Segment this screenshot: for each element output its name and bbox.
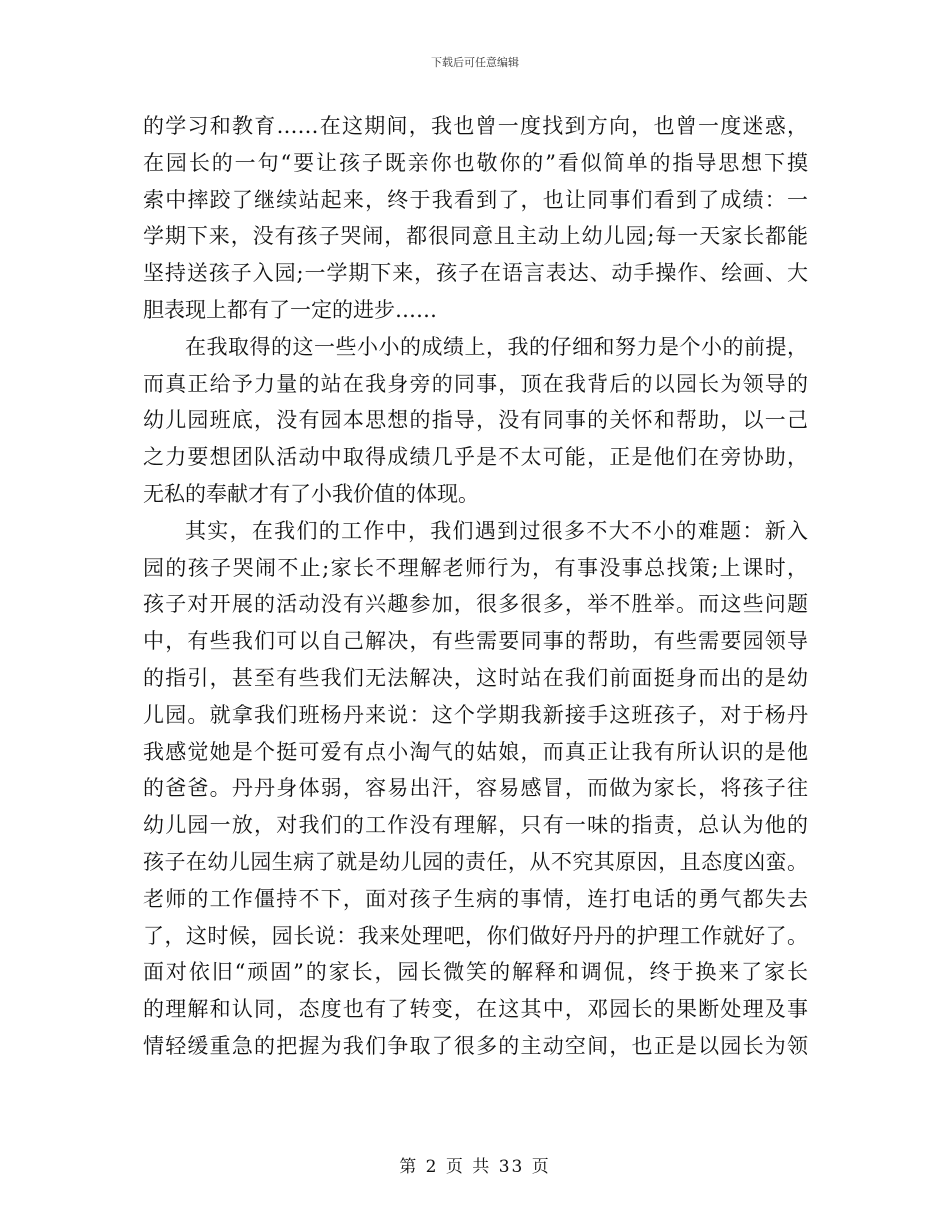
text-line: 园的孩子哭闹不止;家长不理解老师行为，有事没事总找策;上课时， <box>143 555 808 580</box>
text-line: 而真正给予力量的站在我身旁的同事，顶在我背后的以园长为领导的 <box>143 371 808 396</box>
text-line: 无私的奉献才有了小我价值的体现。 <box>143 481 479 506</box>
text-line: 在我取得的这一些小小的成绩上，我的仔细和努力是个小的前提， <box>185 334 808 359</box>
text-line: 幼儿园班底，没有园本思想的指导，没有同事的关怀和帮助，以一己 <box>143 408 808 433</box>
text-line: 我感觉她是个挺可爱有点小淘气的姑娘，而真正让我有所认识的是他 <box>143 739 808 764</box>
paragraph <box>143 108 808 329</box>
document-body <box>143 108 808 1065</box>
page-header: 下载后可任意编辑 <box>431 56 519 69</box>
text-line: 了，这时候，园长说：我来处理吧，你们做好丹丹的护理工作就好了。 <box>143 923 808 948</box>
text-line: 孩子对开展的活动没有兴趣参加，很多很多，举不胜举。而这些问题 <box>143 592 808 617</box>
text-line: 胆表现上都有了一定的进步…… <box>143 297 437 322</box>
paragraph <box>143 513 808 1065</box>
text-line: 儿园。就拿我们班杨丹来说：这个学期我新接手这班孩子，对于杨丹 <box>143 702 808 727</box>
text-line: 坚持送孩子入园;一学期下来，孩子在语言表达、动手操作、绘画、大 <box>143 261 808 286</box>
text-line: 在园长的一句“要让孩子既亲你也敬你的”看似简单的指导思想下摸 <box>143 150 808 175</box>
text-line: 的学习和教育……在这期间，我也曾一度找到方向，也曾一度迷惑， <box>143 114 808 138</box>
text-line: 索中摔跤了继续站起来，终于我看到了，也让同事们看到了成绩：一 <box>143 187 808 212</box>
paragraph <box>143 329 808 513</box>
text-line: 中，有些我们可以自己解决，有些需要同事的帮助，有些需要园领导 <box>143 629 808 654</box>
text-line: 的爸爸。丹丹身体弱，容易出汗，容易感冒，而做为家长，将孩子往 <box>143 776 808 801</box>
page-number-footer: 第 2 页 共 33 页 <box>399 1157 551 1177</box>
text-line: 幼儿园一放，对我们的工作没有理解，只有一味的指责，总认为他的 <box>143 813 808 838</box>
text-line: 的指引，甚至有些我们无法解决，这时站在我们前面挺身而出的是幼 <box>143 665 808 690</box>
text-line: 面对依旧“顽固”的家长，园长微笑的解释和调侃，终于换来了家长 <box>143 960 808 985</box>
text-line: 其实，在我们的工作中，我们遇到过很多不大不小的难题：新入 <box>185 518 808 543</box>
text-line: 情轻缓重急的把握为我们争取了很多的主动空间，也正是以园长为领 <box>143 1033 808 1058</box>
text-line: 的理解和认同，态度也有了转变，在这其中，邓园长的果断处理及事 <box>143 997 808 1022</box>
text-line: 孩子在幼儿园生病了就是幼儿园的责任，从不究其原因，且态度凶蛮。 <box>143 849 808 874</box>
text-line: 之力要想团队活动中取得成绩几乎是不太可能，正是他们在旁协助， <box>143 445 808 470</box>
text-line: 学期下来，没有孩子哭闹，都很同意且主动上幼儿园;每一天家长都能 <box>143 224 808 249</box>
text-line: 老师的工作僵持不下，面对孩子生病的事情，连打电话的勇气都失去 <box>143 886 808 911</box>
